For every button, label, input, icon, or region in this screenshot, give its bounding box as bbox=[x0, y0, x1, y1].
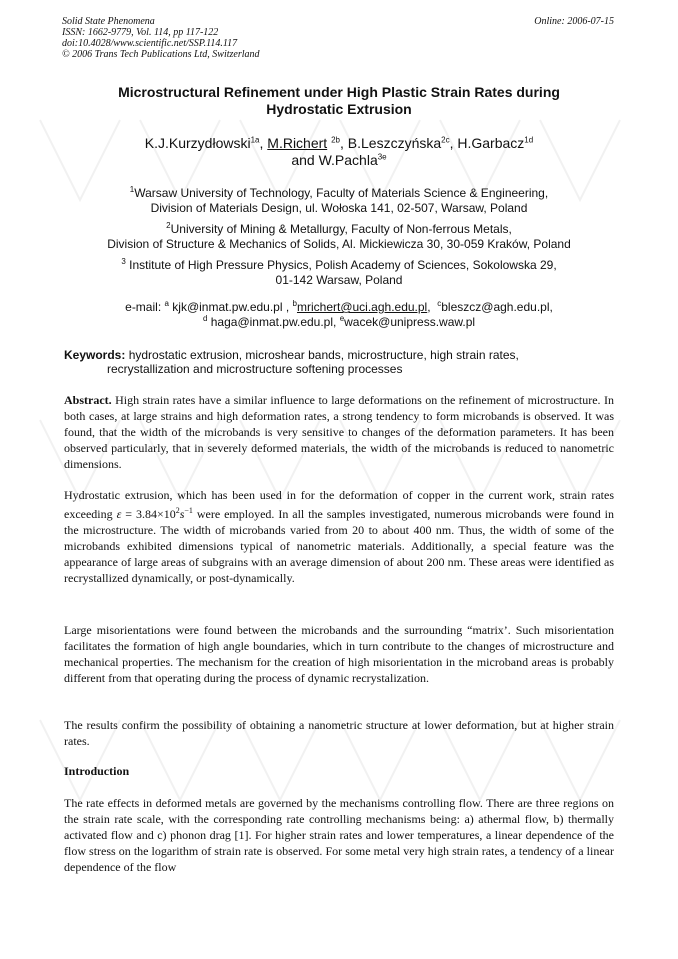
paper-title bbox=[60, 84, 618, 118]
affiliation-line: Warsaw University of Technology, Faculty of Materials Science & Engineering, bbox=[134, 186, 549, 200]
email-link-d[interactable]: haga@inmat.pw.edu.pl bbox=[210, 315, 334, 329]
paragraph-text: were employed. In all the samples investigated, numerous microbands were found in the microstructure. The width of microbands varied from 20 to about 400 nm. Thus, the width of some of the microbands exhibited dimensions typical of nanometric materials. Additionally, a special feature was the appearance of large areas of subgrains with an average dimension of about 200 nm. These areas were identified as recrystallized dynamically, or post-dynamically. bbox=[64, 507, 614, 585]
affiliation-line: Institute of High Pressure Physics, Polish Academy of Sciences, Sokolowska 29, bbox=[125, 258, 557, 272]
affiliation-line: Division of Structure & Mechanics of Solids, Al. Mickiewicza 30, 30-059 Kraków, Poland bbox=[107, 237, 571, 251]
author-affiliation-mark: 2c bbox=[441, 135, 450, 145]
author-name-corresponding: M.Richert bbox=[267, 135, 328, 151]
journal-issn: ISSN: 1662-9779, Vol. 114, pp 117-122 bbox=[62, 27, 219, 38]
paragraph-introduction: The rate effects in deformed metals are governed by the mechanisms controlling flow. There are three regions on the strain rate scale, with the corresponding rate controlling mechanisms being: a) athermal flow, b) thermally activated flow and c) phonon drag [1]. For higher strain rates and lower temperatures, a linear dependence of the flow stress on the logarithm of strain rate is observed. For some metal very high strain rates, a tendency of a linear dependence of the flow bbox=[64, 796, 614, 874]
affiliation-line: University of Mining & Metallurgy, Faculty of Non-ferrous Metals, bbox=[170, 222, 512, 236]
paper-title-line-2: Hydrostatic Extrusion bbox=[266, 101, 412, 117]
email-link-c[interactable]: bleszcz@agh.edu.pl bbox=[441, 300, 550, 314]
journal-name: Solid State Phenomena bbox=[62, 16, 155, 27]
paper-title-line-1: Microstructural Refinement under High Plastic Strain Rates during bbox=[118, 84, 560, 100]
abstract-label: Abstract. bbox=[64, 393, 112, 407]
email-link-b[interactable]: mrichert@uci.agh.edu.pl bbox=[296, 300, 428, 314]
author-affiliation-mark: 2b bbox=[331, 135, 340, 145]
author-affiliation-mark: 1a bbox=[250, 135, 260, 145]
journal-doi: doi:10.4028/www.scientific.net/SSP.114.117 bbox=[62, 38, 238, 49]
paragraph-text: Hydrostatic extrusion, which has been used in for the deformation of copper in the current work, strain rates exceeding bbox=[64, 488, 614, 521]
affiliation-1 bbox=[60, 186, 618, 216]
abstract-text: High strain rates have a similar influence to large deformations on the refinement of microstructure. In both cases, at large strains and high deformation rates, a strong tendency to form microbands is observed. It was found, that the width of the microbands is very sensitive to changes of the deformation parameters. It has been observed particularly, that in severely deformed materials, the width of the microbands is reduced to nanometric dimensions. bbox=[64, 393, 614, 471]
paragraph-results: The results confirm the possibility of obtaining a nanometric structure at lower deformation, but at higher strain rates. bbox=[64, 718, 614, 748]
section-heading-introduction: Introduction bbox=[64, 764, 130, 778]
author-affiliation-mark: 3e bbox=[377, 152, 387, 162]
keywords-label: Keywords: bbox=[64, 348, 126, 362]
affiliation-3 bbox=[60, 258, 618, 288]
keywords-line-1: hydrostatic extrusion, microshear bands, microstructure, high strain rates, bbox=[125, 348, 519, 362]
author-name: and W.Pachla bbox=[291, 152, 378, 168]
affiliation-mark: 2 bbox=[166, 221, 171, 230]
email-label: e-mail: bbox=[125, 300, 165, 314]
paragraph-hydrostatic-extrusion bbox=[64, 487, 614, 586]
affiliation-line: Division of Materials Design, ul. Wołoska 141, 02-507, Warsaw, Poland bbox=[150, 201, 528, 215]
email-link-a[interactable]: kjk@inmat.pw.edu.pl bbox=[172, 300, 283, 314]
author-affiliation-mark: 1d bbox=[524, 135, 534, 145]
keywords-block bbox=[64, 348, 624, 376]
affiliation-mark: 1 bbox=[129, 185, 135, 194]
keywords-line-2: recrystallization and microstructure softening processes bbox=[107, 362, 403, 376]
strain-rate-equation: $\varepsilon = 3.84\times 10^2s^{-1}$ bbox=[116, 506, 193, 521]
author-list: K.J.Kurzydłowski$^{1a}$, M.Richert $^{2b}$, B.Leszczyńska$^{2c}$, H.Garbacz$^{1d}$ and W.Pachla$^{3e}$ bbox=[144, 135, 534, 168]
author-name: H.Garbacz bbox=[457, 135, 525, 151]
author-name: K.J.Kurzydłowski bbox=[144, 135, 251, 151]
affiliation-2 bbox=[60, 222, 618, 252]
affiliation-mark: 3 bbox=[121, 257, 126, 266]
email-block: e-mail: $^a$ kjk@inmat.pw.edu.pl , $^b$mrichert@uci.agh.edu.pl, $^c$bleszcz@agh.edu.pl, $^d$ haga@inmat.pw.edu.pl, $^e$wacek@unipress.waw.pl bbox=[125, 299, 553, 329]
journal-copyright: © 2006 Trans Tech Publications Ltd, Switzerland bbox=[62, 49, 260, 60]
email-link-e[interactable]: wacek@unipress.waw.pl bbox=[344, 315, 476, 329]
paragraph-misorientation: Large misorientations were found between the microbands and the surrounding “matrix’. Such misorientation facilitates the formation of high angle boundaries, which in turn contribute to the changes of microstructure and mechanical properties. The mechanism for the creation of high misorientation in the microband areas is probably different from that operating during the process of dynamic recrystalization. bbox=[64, 623, 614, 685]
online-date: Online: 2006-07-15 bbox=[534, 16, 614, 27]
author-name: B.Leszczyńska bbox=[347, 135, 442, 151]
abstract-paragraph bbox=[64, 392, 614, 472]
journal-header bbox=[62, 16, 260, 60]
affiliation-line: 01-142 Warsaw, Poland bbox=[275, 273, 403, 287]
